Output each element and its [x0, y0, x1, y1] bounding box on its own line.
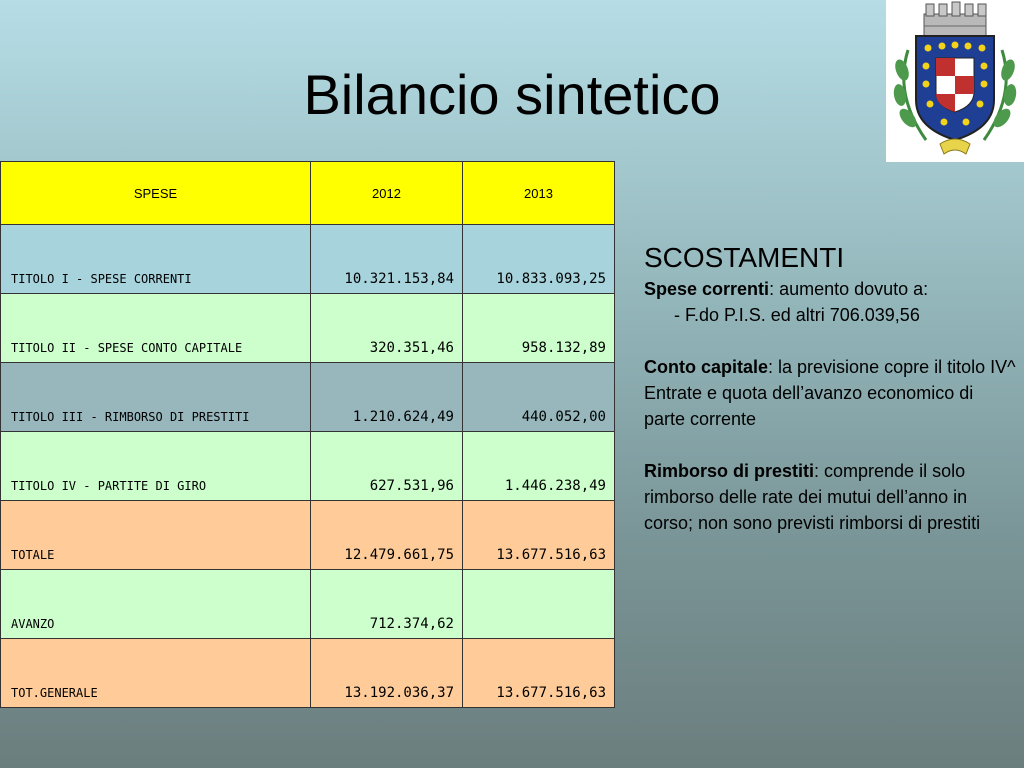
- value-2012: 320.351,46: [311, 294, 463, 363]
- row-label: TITOLO III - RIMBORSO DI PRESTITI: [1, 363, 311, 432]
- row-label: AVANZO: [1, 570, 311, 639]
- table-row: [1, 225, 615, 294]
- value-2012: 1.210.624,49: [311, 363, 463, 432]
- row-label: TITOLO IV - PARTITE DI GIRO: [1, 432, 311, 501]
- header-spese: SPESE: [1, 162, 311, 225]
- table-row: [1, 501, 615, 570]
- table-row: [1, 639, 615, 708]
- value-2012: 13.192.036,37: [311, 639, 463, 708]
- value-2012: 10.321.153,84: [311, 225, 463, 294]
- value-2013: [463, 570, 615, 639]
- note-spese-correnti-item: - F.do P.I.S. ed altri 706.039,56: [674, 305, 920, 325]
- budget-table: [0, 161, 615, 708]
- note-conto-capitale-text: : la previsione copre il titolo IV^ Entrate e quota dell’avanzo economico di parte corrente: [644, 357, 1016, 429]
- note-rimborso: [644, 458, 1016, 536]
- note-conto-capitale: [644, 354, 1016, 432]
- coat-of-arms-icon: [886, 0, 1024, 162]
- value-2013: 1.446.238,49: [463, 432, 615, 501]
- note-spese-correnti: [644, 276, 1016, 302]
- row-label: TOTALE: [1, 501, 311, 570]
- notes-panel: [644, 240, 1016, 536]
- row-label: TITOLO I - SPESE CORRENTI: [1, 225, 311, 294]
- note-conto-capitale-label: Conto capitale: [644, 357, 769, 377]
- value-2013: 958.132,89: [463, 294, 615, 363]
- value-2012: 627.531,96: [311, 432, 463, 501]
- value-2013: 440.052,00: [463, 363, 615, 432]
- notes-heading: SCOSTAMENTI: [644, 242, 845, 273]
- note-rimborso-label: Rimborso di prestiti: [644, 461, 815, 481]
- row-label: TOT.GENERALE: [1, 639, 311, 708]
- table-row: [1, 432, 615, 501]
- note-spese-correnti-label: Spese correnti: [644, 279, 770, 299]
- value-2012: 712.374,62: [311, 570, 463, 639]
- row-label: TITOLO II - SPESE CONTO CAPITALE: [1, 294, 311, 363]
- note-spese-correnti-text: : aumento dovuto a:: [769, 279, 929, 299]
- value-2013: 10.833.093,25: [463, 225, 615, 294]
- value-2013: 13.677.516,63: [463, 639, 615, 708]
- value-2012: 12.479.661,75: [311, 501, 463, 570]
- header-2012: 2012: [311, 162, 463, 225]
- note-rimborso-text: : comprende il solo rimborso delle rate dei mutui dell’anno in corso; non sono previsti rimborsi di prestiti: [644, 461, 981, 533]
- value-2013: 13.677.516,63: [463, 501, 615, 570]
- table-header-row: [1, 162, 615, 225]
- table-row: [1, 294, 615, 363]
- header-2013: 2013: [463, 162, 615, 225]
- slide-title: Bilancio sintetico: [303, 63, 721, 126]
- table-row: [1, 570, 615, 639]
- table-row: [1, 363, 615, 432]
